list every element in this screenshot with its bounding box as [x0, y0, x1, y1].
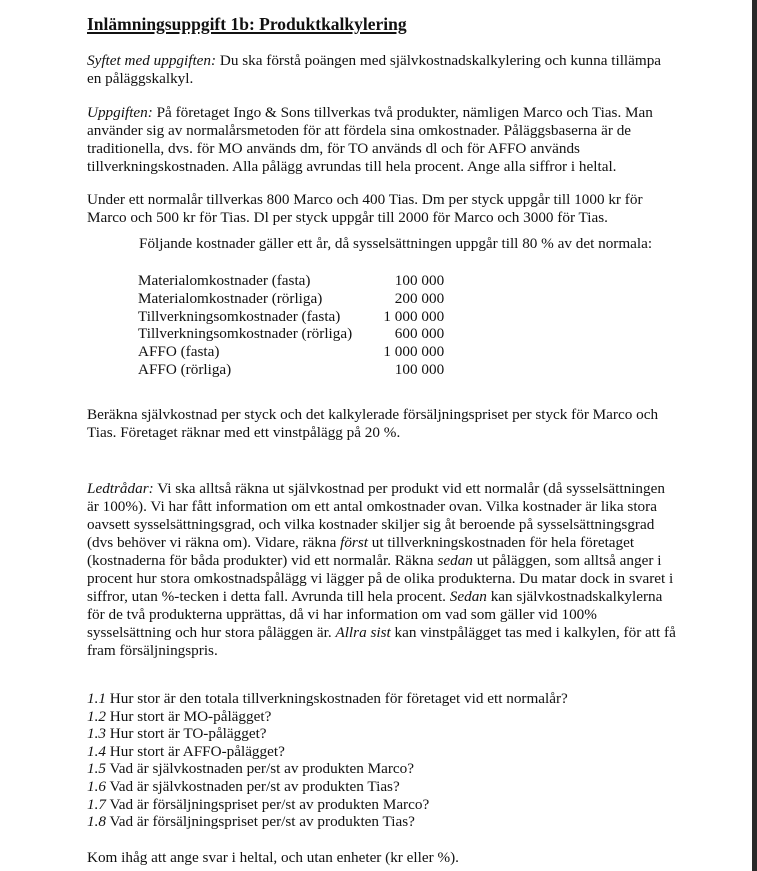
task-text: På företaget Ingo & Sons tillverkas två produkter, nämligen Marco och Tias. Man använder sig av normalårsmetoden för att fördela sina omkostnader. Påläggsbaserna är de traditionella, dvs. för MO används dm, för TO används dl och för AFFO används tillverkningskostnaden. Alla pålägg avrundas till hela procent. Ange alla siffror i heltal. — [87, 104, 653, 175]
cost-amount: 200 000 — [394, 289, 445, 307]
table-row — [138, 308, 444, 326]
costs-intro: Följande kostnader gäller ett år, då sysselsättningen uppgår till 80 % av det normala: — [139, 235, 653, 252]
purpose-paragraph — [87, 52, 677, 88]
hints-text: kan självkostnadskalkylerna för de två produkterna upprättas, då vi har information om vad som gäller vid 100% sysselsättning och hur stora påläggen är. — [87, 588, 663, 641]
question-number: 1.3 — [87, 725, 106, 743]
cost-amount: 1 000 000 — [383, 343, 445, 361]
normal-year-paragraph: Under ett normalår tillverkas 800 Marco och 400 Tias. Dm per styck uppgår till 1000 kr för Marco och 500 kr för Tias. Dl per styck uppgår till 2000 för Marco och 3000 för Tias. — [87, 191, 643, 226]
question-text: Vad är självkostnaden per/st av produkten Marco? — [105, 760, 415, 778]
hints-text: ut tillverkningskostnaden för hela företaget (kostnaderna för båda produkter) vid ett normalår. Räkna — [87, 534, 635, 569]
list-item — [87, 796, 568, 814]
question-text: Vad är försäljningspriset per/st av produkten Marco? — [105, 795, 430, 813]
table-row — [138, 343, 444, 361]
window-edge-border — [752, 0, 757, 871]
list-item — [87, 690, 568, 708]
list-item — [87, 778, 568, 796]
list-item — [87, 743, 568, 761]
table-row — [138, 361, 444, 379]
cost-label: AFFO (rörliga) — [138, 360, 232, 378]
table-row — [138, 272, 444, 290]
cost-amount: 600 000 — [394, 325, 445, 343]
question-list — [87, 690, 568, 831]
question-number: 1.7 — [87, 795, 106, 813]
reminder-text: Kom ihåg att ange svar i heltal, och utan enheter (kr eller %). — [87, 849, 459, 866]
table-row — [138, 325, 444, 343]
question-text: Hur stort är TO-pålägget? — [105, 725, 267, 743]
cost-amount: 1 000 000 — [383, 307, 445, 325]
list-item — [87, 725, 568, 743]
cost-label: AFFO (fasta) — [138, 343, 220, 361]
page-title: Inlämningsuppgift 1b: Produktkalkylering — [87, 14, 407, 34]
question-text: Vad är försäljningspriset per/st av produkten Tias? — [105, 813, 415, 831]
list-item — [87, 760, 568, 778]
cost-label: Tillverkningsomkostnader (fasta) — [138, 307, 341, 325]
list-item — [87, 708, 568, 726]
hints-emphasis: Allra sist — [335, 624, 391, 641]
cost-amount: 100 000 — [394, 272, 445, 289]
hints-emphasis: först — [340, 534, 368, 551]
list-item — [87, 813, 568, 831]
question-number: 1.2 — [87, 707, 106, 725]
costs-table — [138, 272, 444, 379]
hints-label: Ledtrådar: — [87, 480, 154, 497]
task-label: Uppgiften: — [87, 104, 153, 121]
hints-emphasis: Sedan — [449, 588, 487, 605]
question-number: 1.6 — [87, 777, 106, 795]
question-text: Hur stort är MO-pålägget? — [105, 707, 272, 725]
cost-amount: 100 000 — [394, 360, 445, 378]
question-text: Vad är självkostnaden per/st av produkten Tias? — [105, 777, 400, 795]
question-number: 1.5 — [87, 760, 106, 778]
purpose-text: Du ska förstå poängen med självkostnadskalkylering och kunna tillämpa en påläggskalkyl. — [87, 52, 662, 87]
purpose-label: Syftet med uppgiften: — [87, 52, 217, 69]
task-paragraph — [87, 104, 677, 176]
hints-emphasis: sedan — [437, 552, 473, 569]
hints-paragraph — [87, 480, 677, 660]
cost-label: Tillverkningsomkostnader (rörliga) — [138, 325, 353, 343]
calculate-paragraph: Beräkna självkostnad per styck och det kalkylerade försäljningspriset per styck för Marco och Tias. Företaget räknar med ett vinstpålägg på 20 %. — [87, 406, 659, 441]
question-text: Hur stor är den totala tillverkningskostnaden för företaget vid ett normalår? — [105, 690, 568, 707]
hints-text: Vi ska alltså räkna ut självkostnad per produkt vid ett normalår (då sysselsättningen är 100%). Vi har fått information om ett antal omkostnader ovan. Vilka kostnader är lika stora oavsett sysselsättningsgrad, och vilka kostnader skiljer sig åt beroende på sysselsättningsgrad (dvs behöver vi räkna om). Vidare, räkna — [87, 480, 665, 551]
cost-label: Materialomkostnader (fasta) — [138, 272, 311, 289]
question-number: 1.1 — [87, 690, 106, 707]
hints-text: ut påläggen, som alltså anger i procent hur stora omkostnadspålägg vi lägger på de olika produkterna. Du matar dock in svaret i siffror, utan %-tecken i detta fall. Avrunda till hela procent. — [87, 552, 674, 605]
table-row — [138, 290, 444, 308]
question-number: 1.8 — [87, 813, 106, 831]
question-text: Hur stort är AFFO-pålägget? — [105, 742, 285, 760]
hints-text: kan vinstpålägget tas med i kalkylen, för att få fram försäljningspris. — [87, 624, 676, 659]
question-number: 1.4 — [87, 742, 106, 760]
cost-label: Materialomkostnader (rörliga) — [138, 289, 323, 307]
